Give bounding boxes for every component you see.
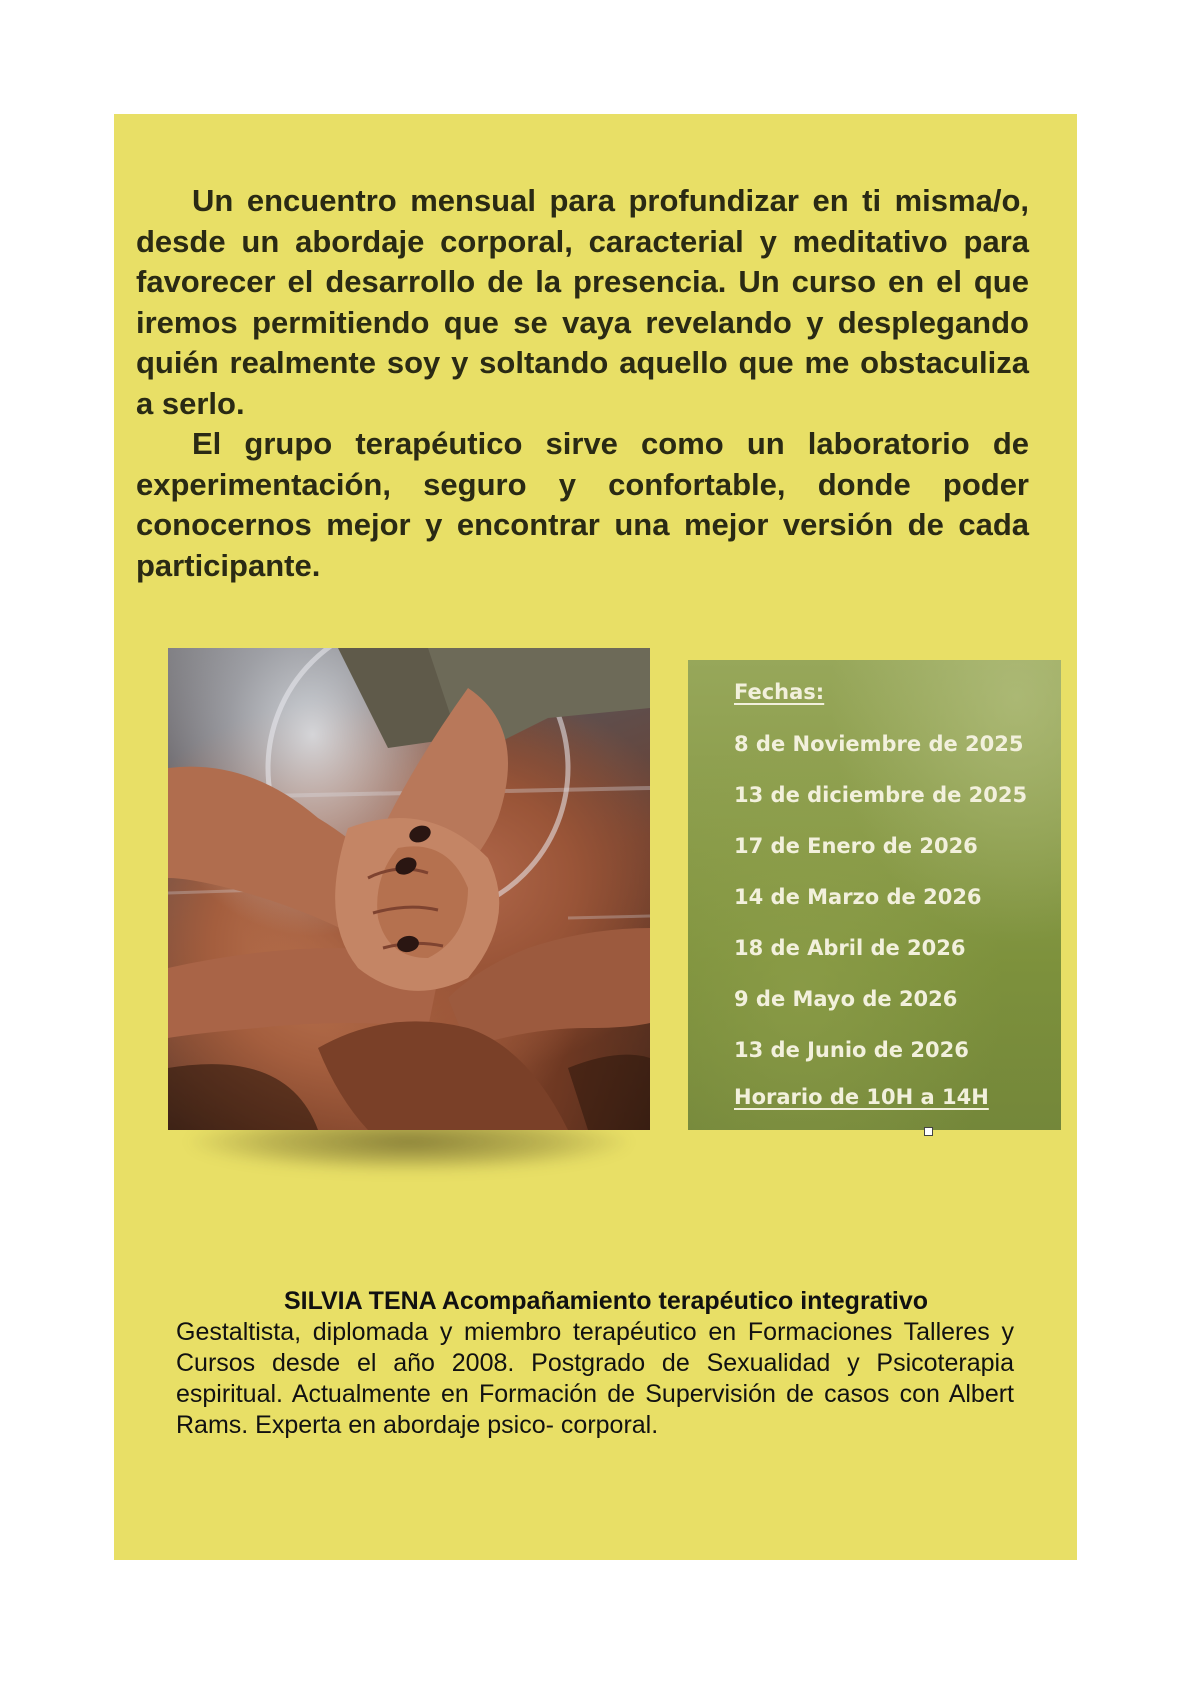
date-item: 9 de Mayo de 2026 [734,987,958,1011]
date-item: 13 de diciembre de 2025 [734,783,1028,807]
schedule-text: Horario de 10H a 14H [734,1085,989,1109]
image-anchor-icon [924,1127,933,1136]
date-item: 13 de Junio de 2026 [734,1038,969,1062]
intro-paragraph-1: Un encuentro mensual para profundizar en ti misma/o, desde un abordaje corporal, caracterial y meditativo para favorecer el desarrollo de la presencia. Un curso en el que iremos permitiendo que se vaya revelando y desplegando quién realmente soy y soltando aquello que me obstaculiza a serlo. [136,183,1029,421]
bio-section [176,1286,1014,1441]
date-item: 14 de Marzo de 2026 [734,885,982,909]
intro-text [136,181,1029,586]
dates-list [734,730,1027,1087]
hands-photo-frame [168,648,650,1130]
bio-text: Gestaltista, diplomada y miembro terapéutico en Formaciones Talleres y Cursos desde el año 2008. Postgrado de Sexualidad y Psicoterapia espiritual. Actualmente en Formación de Supervisión de casos con Albert Rams. Experta en abordaje psico- corporal. [176,1318,1014,1439]
dates-box [688,660,1061,1130]
joined-hands-illustration [168,648,650,1130]
joined-hands-photo [168,648,650,1130]
dates-heading: Fechas: [734,680,825,704]
date-item: 8 de Noviembre de 2025 [734,732,1024,756]
date-item: 18 de Abril de 2026 [734,936,966,960]
date-item: 17 de Enero de 2026 [734,834,978,858]
bio-title: SILVIA TENA Acompañamiento terapéutico integrativo [283,1287,929,1315]
intro-paragraph-2: El grupo terapéutico sirve como un laboratorio de experimentación, seguro y confortable, donde poder conocernos mejor y encontrar una mejor versión de cada participante. [136,426,1029,583]
